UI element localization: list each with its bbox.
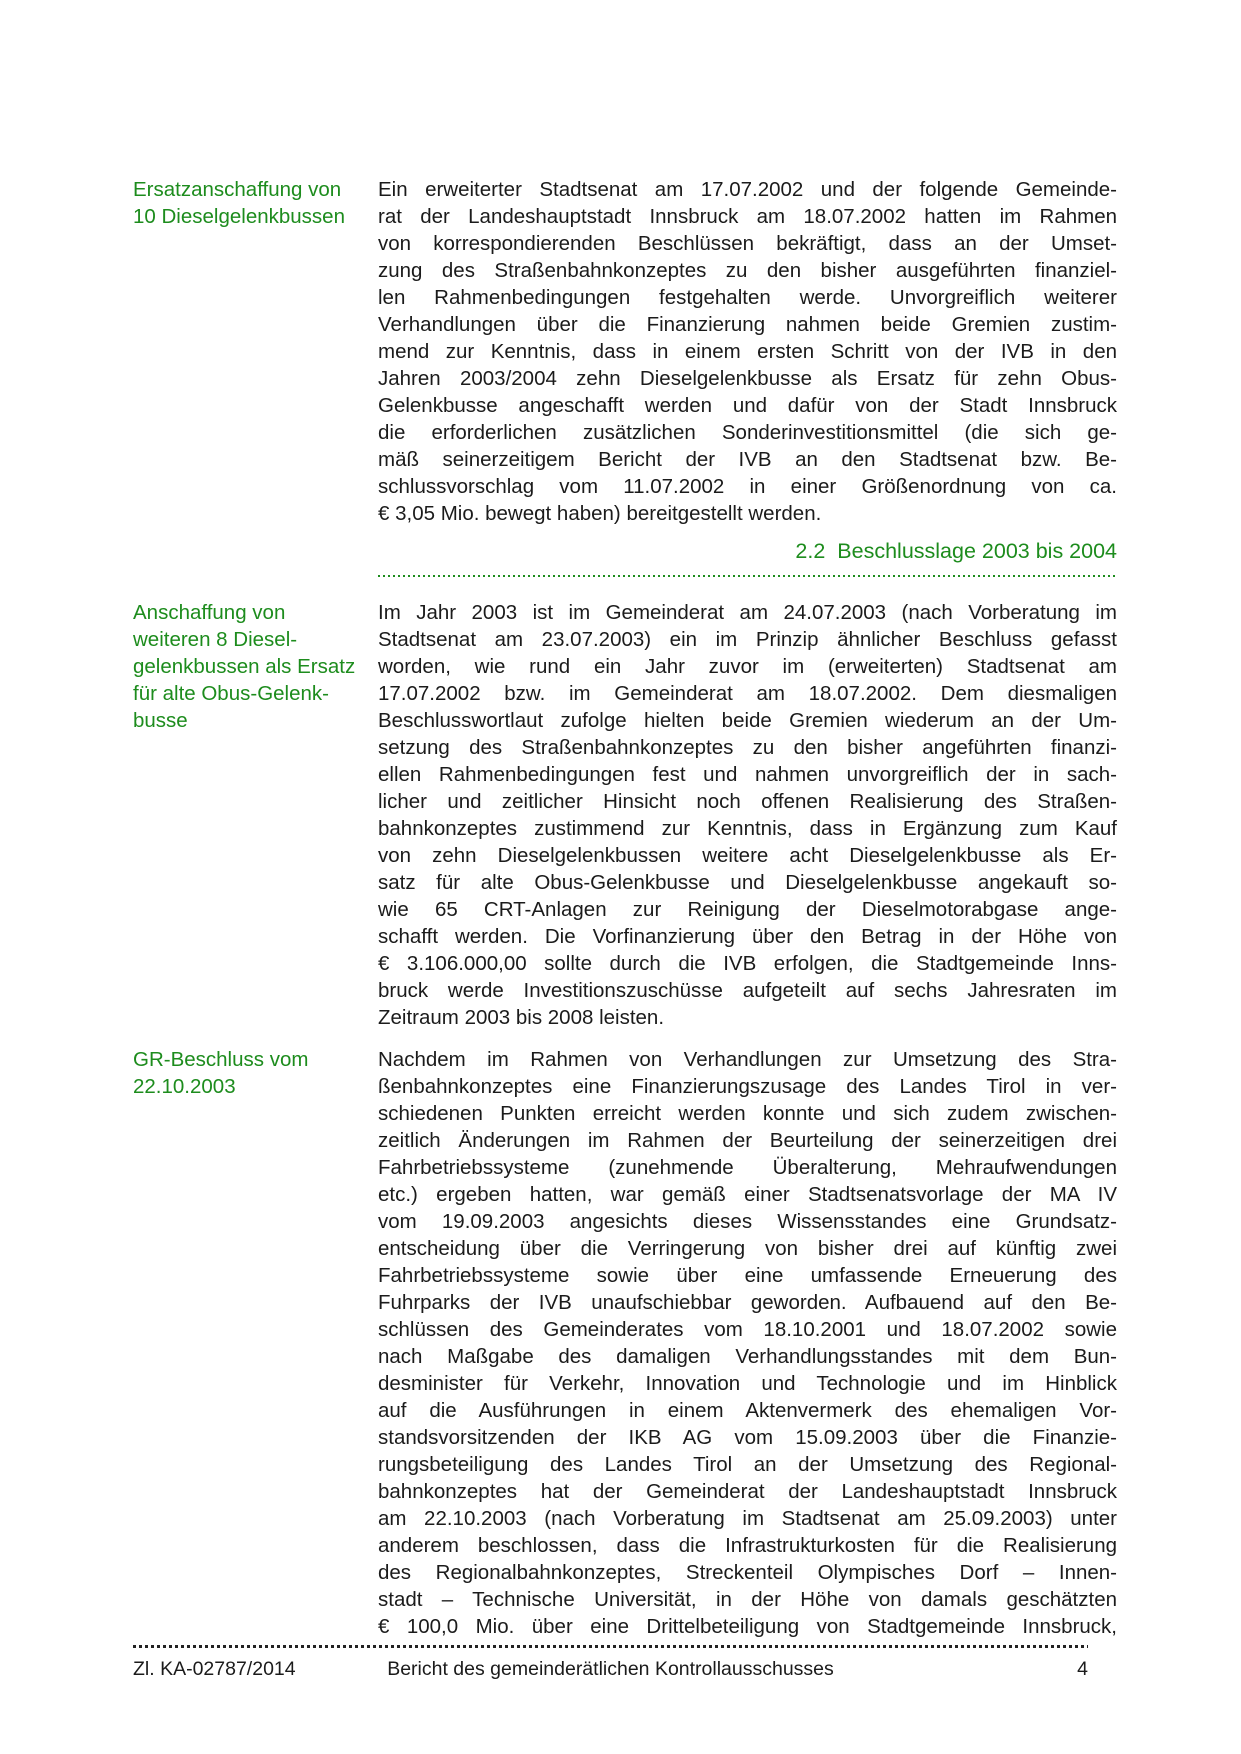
body-line: vom 19.09.2003 angesichts dieses Wissensstandes eine Grundsatz- [378,1210,1117,1233]
body-line: standsvorsitzenden der IKB AG vom 15.09.2003 über die Finanzie- [378,1426,1117,1449]
margin-label-line: für alte Obus-Gelenk- [133,682,329,705]
paragraph [378,599,1117,1031]
body-line: etc.) ergeben hatten, war gemäß einer Stadtsenatsvorlage der MA IV [378,1183,1117,1206]
page-footer [133,1645,1088,1681]
section-heading-row [133,538,1117,577]
body-line: Beschlusswortlaut zufolge hielten beide Gremien wiederum an der Um- [378,709,1117,732]
body-line: des Regionalbahnkonzeptes, Streckenteil Olympisches Dorf – Innen- [378,1561,1117,1584]
body-line: Fuhrparks der IVB unaufschiebbar geworden. Aufbauend auf den Be- [378,1291,1117,1314]
body-line: Jahren 2003/2004 zehn Dieselgelenkbusse als Ersatz für zehn Obus- [378,367,1117,390]
section-heading-text [378,538,1117,565]
body-line: von korrespondierenden Beschlüssen bekräftigt, dass an der Umset- [378,232,1117,255]
paragraph [378,1046,1117,1640]
body-line: setzung des Straßenbahnkonzeptes zu den bisher angeführten finanzi- [378,736,1117,759]
body-line: die erforderlichen zusätzlichen Sonderinvestitionsmittel (die sich ge- [378,421,1117,444]
body-line: worden, wie rund ein Jahr zuvor im (erweiterten) Stadtsenat am [378,655,1117,678]
margin-label-line: GR-Beschluss vom [133,1048,309,1071]
heading-divider [378,575,1117,577]
body-line: ßenbahnkonzeptes eine Finanzierungszusage des Landes Tirol in ver- [378,1075,1117,1098]
footer-divider [133,1645,1088,1648]
body-line: schlussvorschlag vom 11.07.2002 in einer Größenordnung von ca. [378,475,1117,498]
margin-label-line: 22.10.2003 [133,1075,236,1098]
section-title: Beschlusslage 2003 bis 2004 [837,539,1117,563]
body-line: mend zur Kenntnis, dass in einem ersten Schritt von der IVB in den [378,340,1117,363]
margin-label [133,599,378,734]
body-line: entscheidung über die Verringerung von bisher drei auf künftig zwei [378,1237,1117,1260]
margin-label-line: Anschaffung von [133,601,286,624]
body-line: Im Jahr 2003 ist im Gemeinderat am 24.07.2003 (nach Vorberatung im [378,601,1117,624]
body-line: mäß seinerzeitigem Bericht der IVB an den Stadtsenat bzw. Be- [378,448,1117,471]
body-line: Gelenkbusse angeschafft werden und dafür von der Stadt Innsbruck [378,394,1117,417]
body-line: desminister für Verkehr, Innovation und Technologie und im Hinblick [378,1372,1117,1395]
body-line: rat der Landeshauptstadt Innsbruck am 18.07.2002 hatten im Rahmen [378,205,1117,228]
footer-reference: Zl. KA-02787/2014 [133,1658,296,1680]
body-line: ellen Rahmenbedingungen fest und nahmen unvorgreiflich der in sach- [378,763,1117,786]
body-line: zung des Straßenbahnkonzeptes zu den bisher ausgeführten finanziel- [378,259,1117,282]
body-line: schafft werden. Die Vorfinanzierung über den Betrag in der Höhe von [378,925,1117,948]
body-line: 17.07.2002 bzw. im Gemeinderat am 18.07.2002. Dem diesmaligen [378,682,1117,705]
margin-label [133,1046,378,1100]
body-line: bruck werde Investitionszuschüsse aufgeteilt auf sechs Jahresraten im [378,979,1117,1002]
margin-label-line: weiteren 8 Diesel- [133,628,298,651]
paragraph [378,176,1117,527]
margin-label-line: 10 Dieselgelenkbussen [133,205,345,228]
body-line: Ein erweiterter Stadtsenat am 17.07.2002 und der folgende Gemeinde- [378,178,1117,201]
body-line: wie 65 CRT-Anlagen zur Reinigung der Dieselmotorabgase ange- [378,898,1117,921]
body-line: von zehn Dieselgelenkbussen weitere acht Dieselgelenkbusse als Er- [378,844,1117,867]
body-line: bahnkonzeptes hat der Gemeinderat der Landeshauptstadt Innsbruck [378,1480,1117,1503]
footer-report-title: Bericht des gemeinderätlichen Kontrollausschusses [387,1658,834,1680]
content-section [133,176,1117,527]
body-line: stadt – Technische Universität, in der Höhe von damals geschätzten [378,1588,1117,1611]
body-line: Stadtsenat am 23.07.2003) ein im Prinzip ähnlicher Beschluss gefasst [378,628,1117,651]
body-line: Nachdem im Rahmen von Verhandlungen zur Umsetzung des Stra- [378,1048,1117,1071]
body-line: schlüssen des Gemeinderates vom 18.10.2001 und 18.07.2002 sowie [378,1318,1117,1341]
body-line: anderem beschlossen, dass die Infrastrukturkosten für die Realisierung [378,1534,1117,1557]
content-section [133,1046,1117,1640]
body-line: Fahrbetriebssysteme (zunehmende Überalterung, Mehraufwendungen [378,1156,1117,1179]
page-content [133,176,1117,1640]
body-line: Verhandlungen über die Finanzierung nahmen beide Gremien zustim- [378,313,1117,336]
margin-label-line: Ersatzanschaffung von [133,178,342,201]
body-line: € 3,05 Mio. bewegt haben) bereitgestellt werden. [378,502,822,525]
body-line: rungsbeteiligung des Landes Tirol an der Umsetzung des Regional- [378,1453,1117,1476]
section-number: 2.2 [795,539,826,563]
body-line: zeitlich Änderungen im Rahmen der Beurteilung der seinerzeitigen drei [378,1129,1117,1152]
body-line: am 22.10.2003 (nach Vorberatung im Stadtsenat am 25.09.2003) unter [378,1507,1117,1530]
body-line: auf die Ausführungen in einem Aktenvermerk des ehemaligen Vor- [378,1399,1117,1422]
footer-text-row [133,1657,1088,1681]
content-section [133,599,1117,1031]
body-line: € 100,0 Mio. über eine Drittelbeteiligung von Stadtgemeinde Innsbruck, [378,1615,1117,1638]
footer-page-number: 4 [1077,1658,1088,1680]
body-line: Zeitraum 2003 bis 2008 leisten. [378,1006,665,1029]
margin-label [133,176,378,230]
margin-label-line: gelenkbussen als Ersatz [133,655,356,678]
body-line: schiedenen Punkten erreicht werden konnte und sich zudem zwischen- [378,1102,1117,1125]
body-line: satz für alte Obus-Gelenkbusse und Dieselgelenkbusse angekauft so- [378,871,1117,894]
body-line: len Rahmenbedingungen festgehalten werde. Unvorgreiflich weiterer [378,286,1117,309]
section-heading [378,538,1117,577]
body-line: bahnkonzeptes zustimmend zur Kenntnis, dass in Ergänzung zum Kauf [378,817,1117,840]
body-line: € 3.106.000,00 sollte durch die IVB erfolgen, die Stadtgemeinde Inns- [378,952,1117,975]
body-line: licher und zeitlicher Hinsicht noch offenen Realisierung des Straßen- [378,790,1117,813]
body-line: nach Maßgabe des damaligen Verhandlungsstandes mit dem Bun- [378,1345,1117,1368]
body-line: Fahrbetriebssysteme sowie über eine umfassende Erneuerung des [378,1264,1117,1287]
margin-label-line: busse [133,709,188,732]
